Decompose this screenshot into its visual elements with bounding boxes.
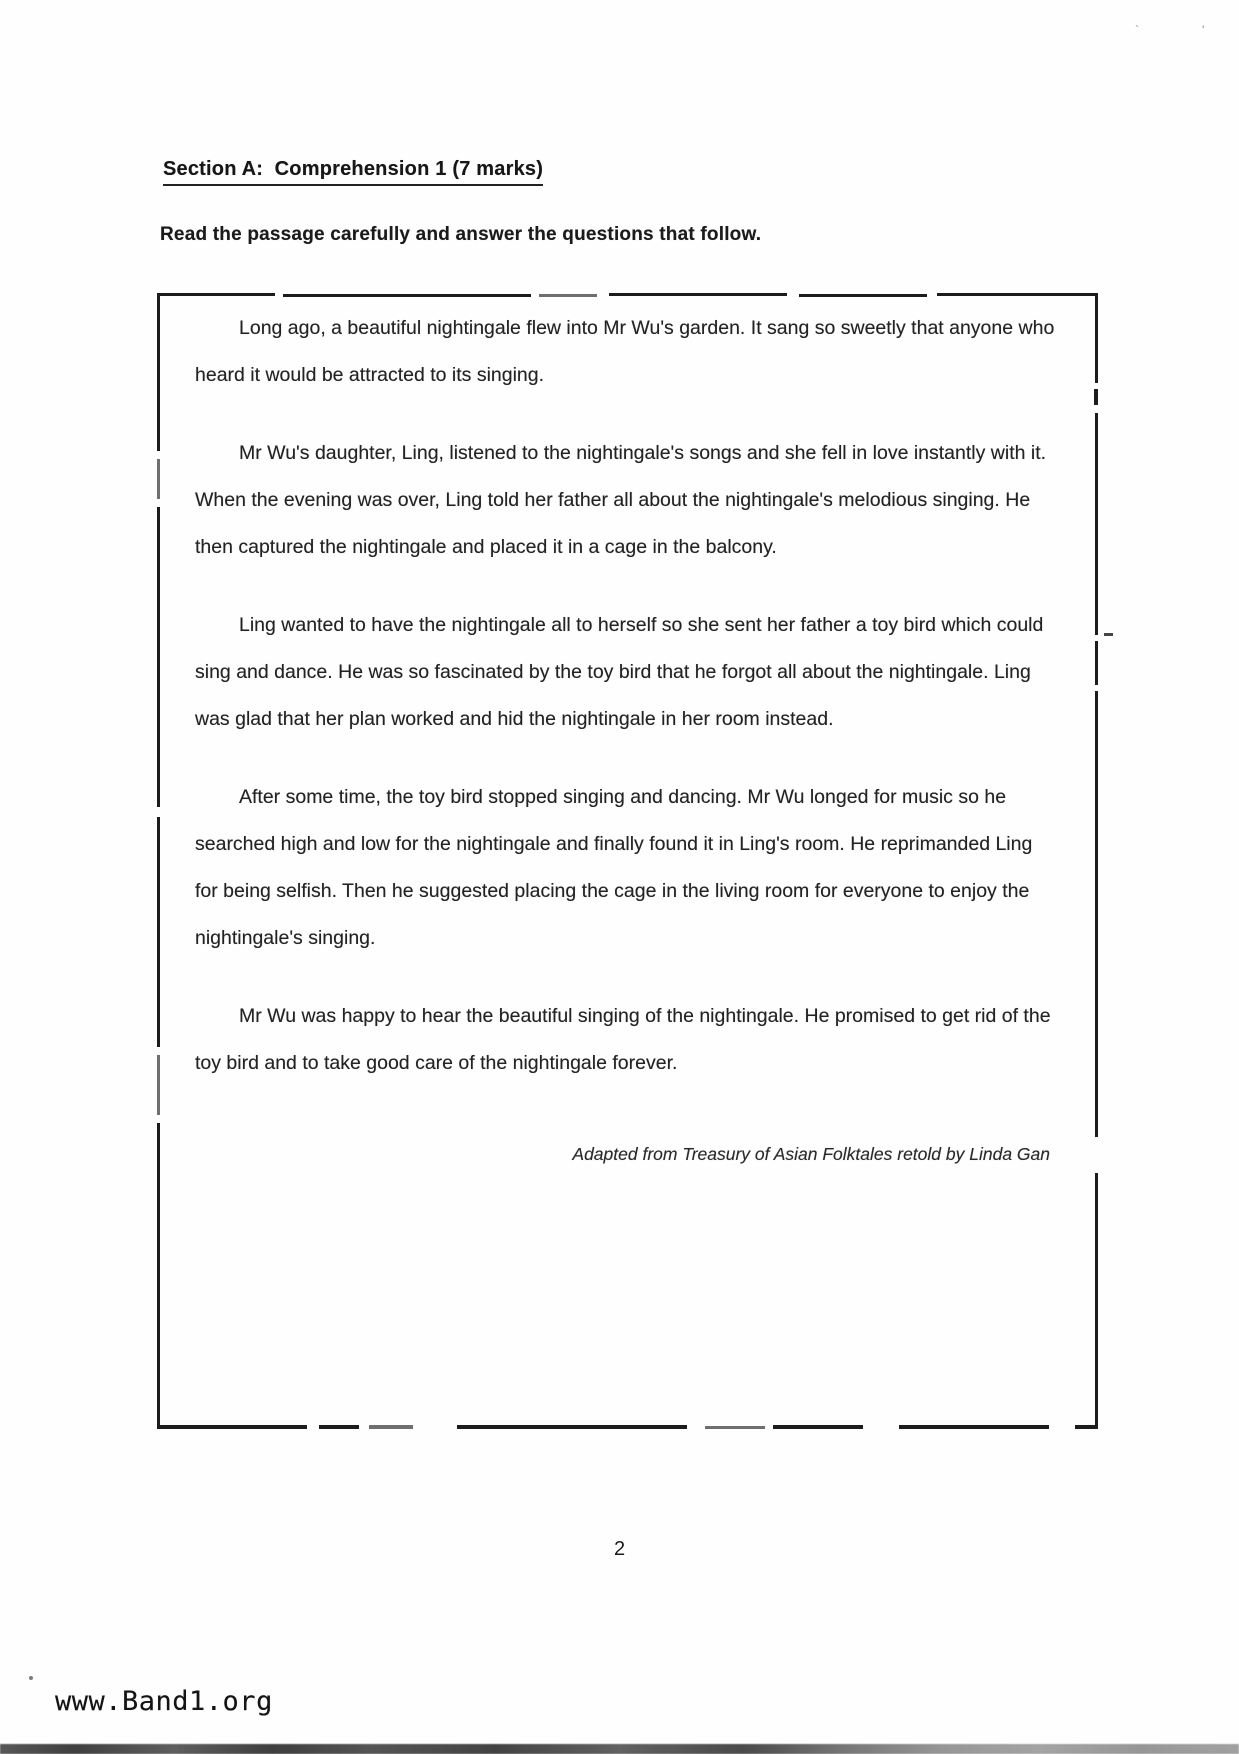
passage-box bbox=[157, 293, 1098, 1429]
scan-dot-artifact bbox=[29, 1676, 33, 1680]
passage-paragraph-4: After some time, the toy bird stopped singing and dancing. Mr Wu longed for music so he searched high and low for the nightingale and finally found it in Ling's room. He reprimanded Ling for being selfish. Then he suggested placing the cage in the living room for everyone to enjoy the nightingale's singing. bbox=[195, 786, 1033, 949]
passage-attribution: Adapted from Treasury of Asian Folktales retold by Linda Gan bbox=[572, 1144, 1050, 1164]
passage-instruction: Read the passage carefully and answer the questions that follow. bbox=[160, 224, 762, 245]
footer-url: www.Band1.org bbox=[55, 1686, 273, 1717]
passage-paragraph-2: Mr Wu's daughter, Ling, listened to the nightingale's songs and she fell in love instantly with it. When the evening was over, Ling told her father all about the nightingale's melodious singing. He then captured the nightingale and placed it in a cage in the balcony. bbox=[195, 442, 1047, 558]
scan-edge-bar bbox=[0, 1744, 1239, 1754]
passage-paragraph-5: Mr Wu was happy to hear the beautiful singing of the nightingale. He promised to get rid of the toy bird and to take good care of the nightingale forever. bbox=[195, 1005, 1051, 1074]
passage-content bbox=[195, 305, 1060, 1178]
page-number: 2 bbox=[613, 1538, 626, 1560]
passage-paragraph-1: Long ago, a beautiful nightingale flew into Mr Wu's garden. It sang so sweetly that anyone who heard it would be attracted to its singing. bbox=[195, 317, 1055, 386]
section-heading: Section A: Comprehension 1 (7 marks) bbox=[163, 158, 543, 186]
scan-dash-artifact bbox=[1104, 633, 1113, 636]
passage-paragraph-3: Ling wanted to have the nightingale all to herself so she sent her father a toy bird which could sing and dance. He was so fascinated by the toy bird that he forgot all about the nightingale. Ling was glad that her plan worked and hid the nightingale in her room instead. bbox=[195, 614, 1044, 730]
scan-speck: ` bbox=[1135, 23, 1139, 37]
scan-speck: ' bbox=[1202, 23, 1205, 37]
